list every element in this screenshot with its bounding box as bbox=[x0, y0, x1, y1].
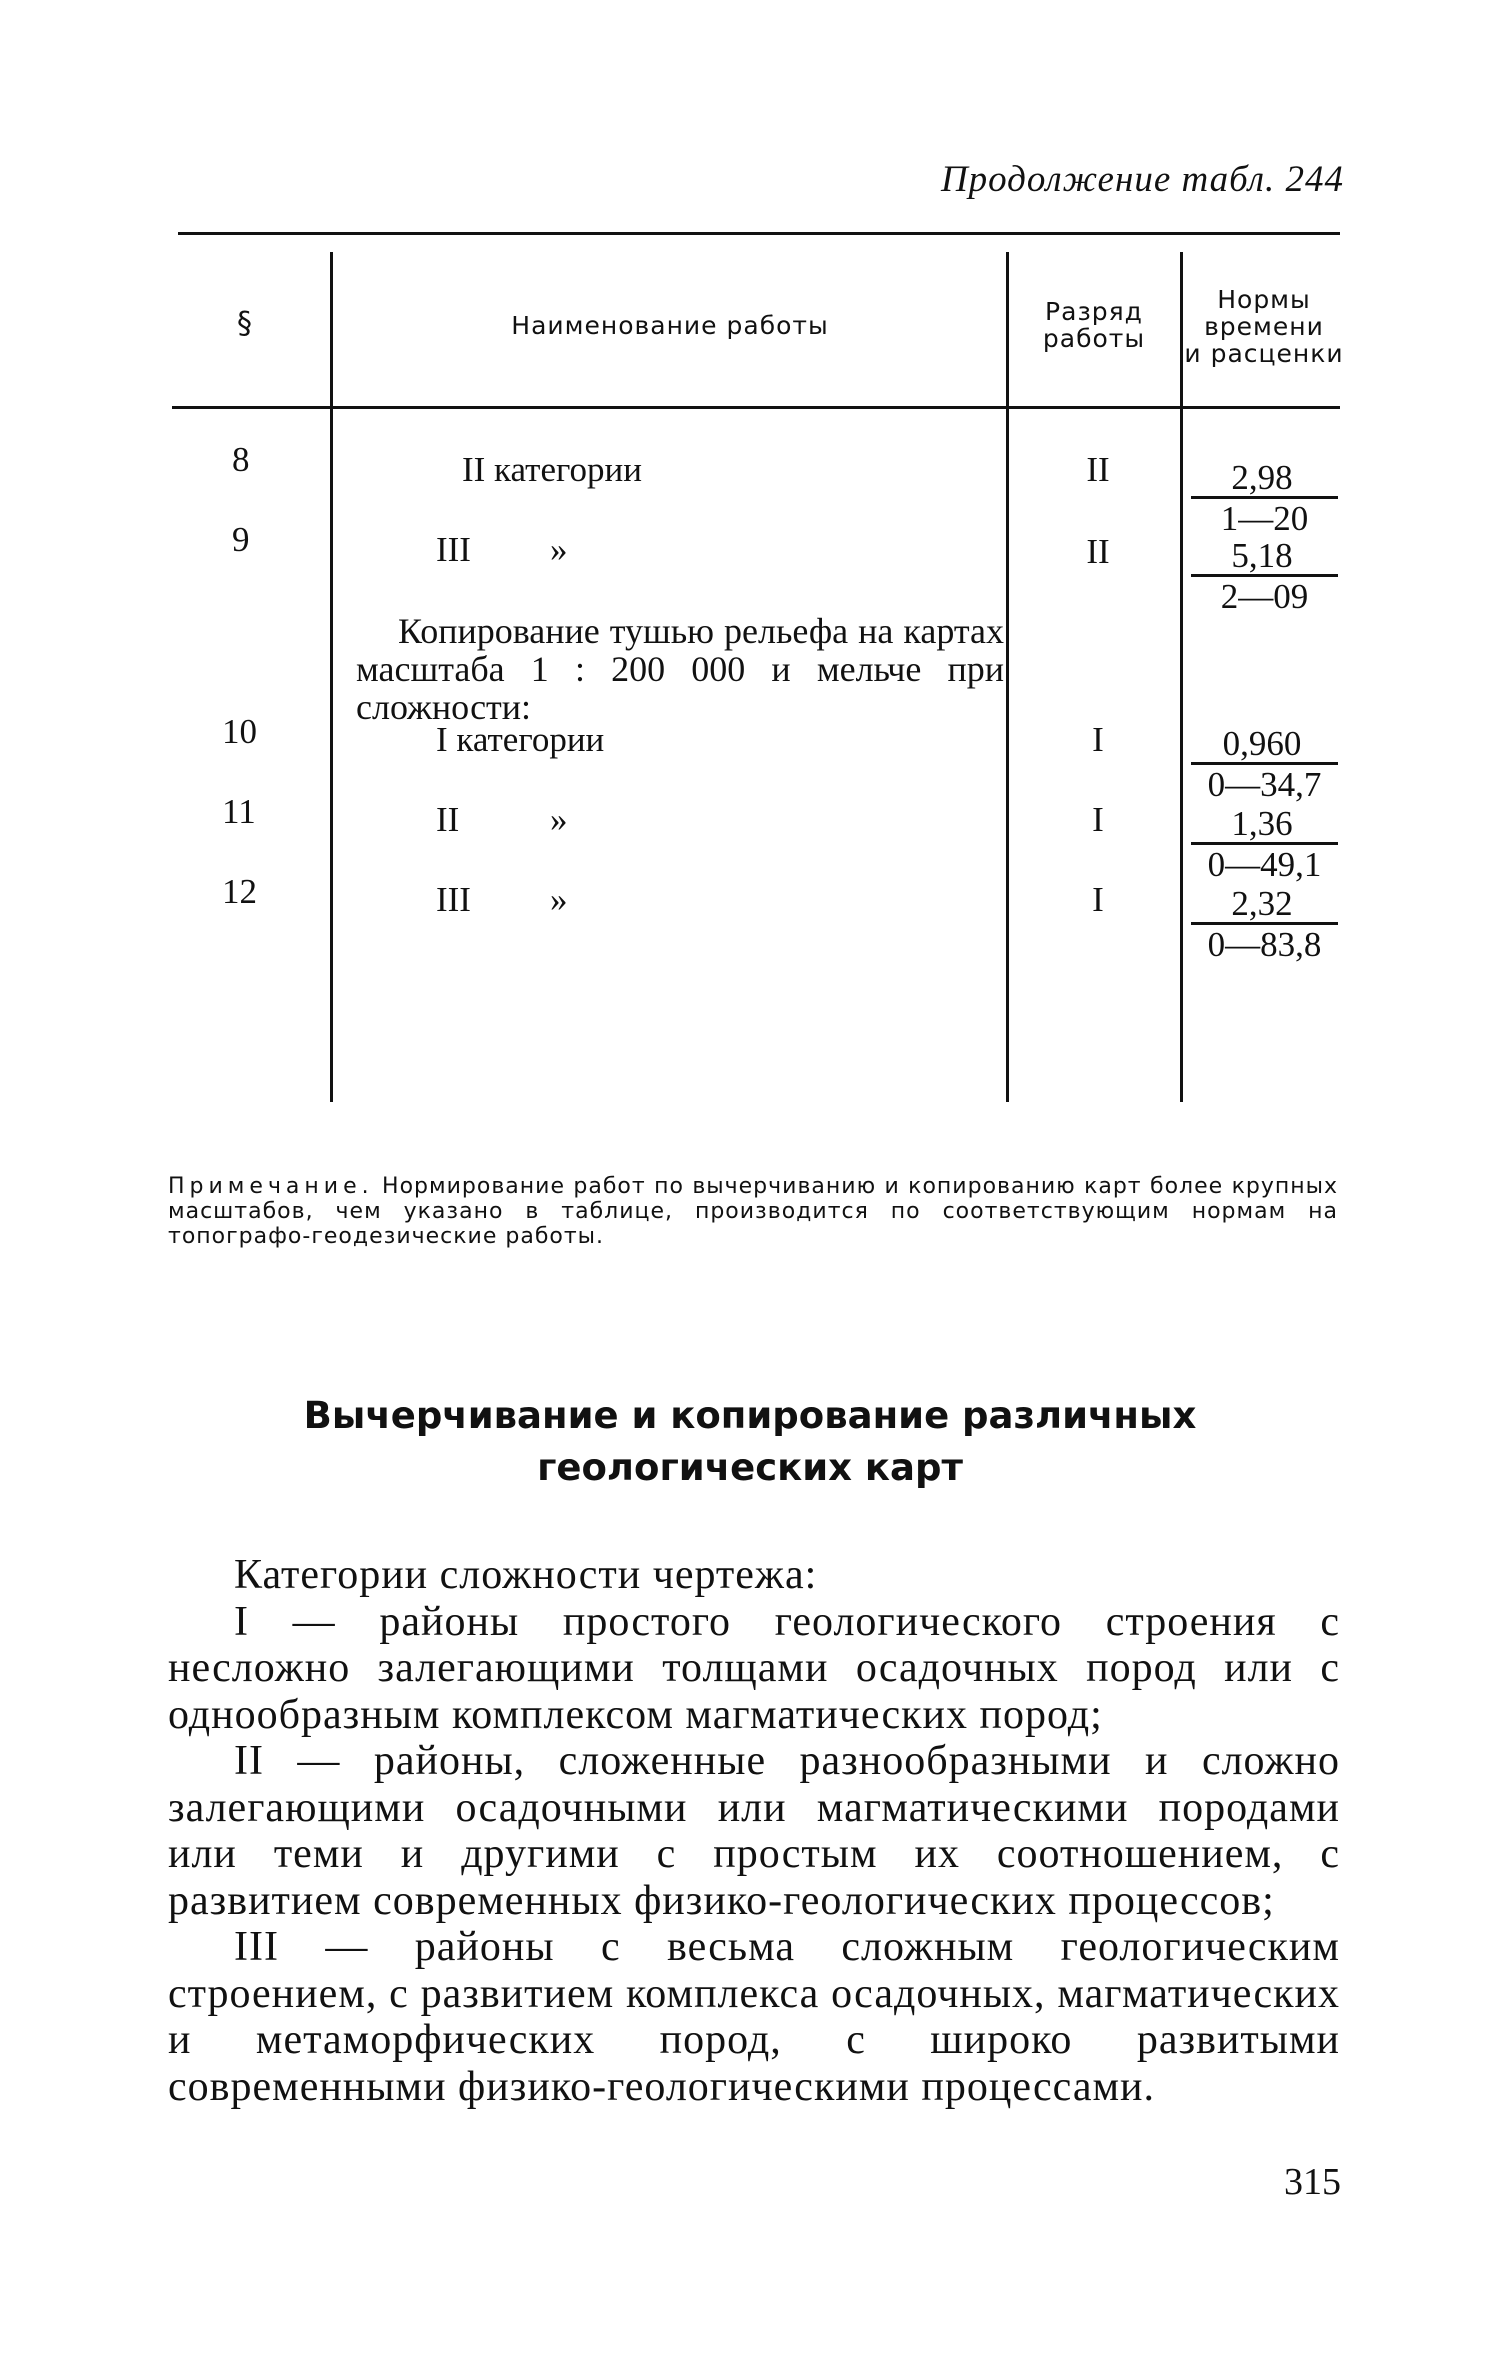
row-9-rate: 2—09 bbox=[1191, 574, 1338, 615]
row-10-rate: 0—34,7 bbox=[1191, 762, 1338, 803]
row-9-norm bbox=[1186, 536, 1338, 615]
row-11-rate: 0—49,1 bbox=[1191, 842, 1338, 883]
note-text: Нормирование работ по вычерчиванию и копированию карт более крупных масштабов, чем указано в таблице, производится по соответствующим нормам на топографо-геодезические работы. bbox=[168, 1174, 1339, 1249]
header-norms-line2: времени bbox=[1204, 312, 1324, 341]
row-11-ditto-mark: » bbox=[550, 800, 568, 839]
row-11-grade: I bbox=[1092, 800, 1104, 839]
row-8-rate: 1—20 bbox=[1191, 496, 1338, 537]
header-work-name: Наименование работы bbox=[511, 311, 829, 340]
header-norms bbox=[1184, 286, 1344, 367]
row-12-norm bbox=[1186, 884, 1338, 963]
row-12-ditto-mark: » bbox=[550, 880, 568, 919]
table-header-rule bbox=[172, 406, 1340, 409]
row-10-work-name: I категории bbox=[436, 720, 605, 759]
row-11-norm bbox=[1186, 804, 1338, 883]
column-divider-1 bbox=[330, 252, 333, 1102]
body-category-3: III — районы с весьма сложным геологическим строением, с развитием комплекса осадочных, магматических и метаморфических пород, с широко развитыми современными физико-геологическими процессами. bbox=[168, 1924, 1340, 2110]
row-10-norm-value: 0,960 bbox=[1222, 724, 1302, 763]
note-label: Примечание. bbox=[168, 1174, 374, 1199]
body-category-2: II — районы, сложенные разнообразными и сложно залегающими осадочными или магматическими породами или теми и другими с простым их соотношением, с развитием современных физико-геологических процессов; bbox=[168, 1738, 1340, 1924]
table-caption: Продолжение табл. 244 bbox=[940, 159, 1344, 200]
row-10-section: 10 bbox=[222, 712, 257, 751]
table-note bbox=[168, 1174, 1338, 1249]
body-text bbox=[168, 1552, 1340, 2110]
row-12-section: 12 bbox=[222, 872, 257, 911]
row-8-section: 8 bbox=[232, 440, 250, 479]
body-intro: Категории сложности чертежа: bbox=[234, 1552, 818, 1598]
row-9-norm-value: 5,18 bbox=[1231, 536, 1293, 575]
body-category-1: I — районы простого геологического строения с несложно залегающими толщами осадочных пород или с однообразным комплексом магматических пород; bbox=[168, 1598, 1340, 1738]
table-top-rule bbox=[178, 232, 1340, 235]
header-section: § bbox=[237, 306, 253, 341]
row-9-grade: II bbox=[1086, 532, 1110, 571]
row-8-norm-value: 2,98 bbox=[1231, 458, 1293, 497]
row-11-norm-value: 1,36 bbox=[1231, 804, 1293, 843]
row-9-work-name: III bbox=[436, 530, 471, 569]
section-heading bbox=[200, 1390, 1300, 1494]
header-grade-line1: Разряд bbox=[1045, 297, 1143, 326]
column-divider-2 bbox=[1006, 252, 1009, 1102]
row-12-work-name: III bbox=[436, 880, 471, 919]
row-11-section: 11 bbox=[222, 792, 256, 831]
row-11-work-name: II bbox=[436, 800, 460, 839]
row-8-norm bbox=[1186, 458, 1338, 537]
row-8-grade: II bbox=[1086, 450, 1110, 489]
table-subheading: Копирование тушью рельефа на картах масштаба 1 : 200 000 и мельче при сложности: bbox=[356, 611, 1004, 727]
section-heading-line1: Вычерчивание и копирование различных bbox=[303, 1394, 1197, 1437]
row-12-rate: 0—83,8 bbox=[1191, 922, 1338, 963]
header-grade bbox=[1014, 298, 1174, 352]
row-9-section: 9 bbox=[232, 520, 250, 559]
header-norms-line1: Нормы bbox=[1217, 285, 1311, 314]
row-10-norm bbox=[1186, 724, 1338, 803]
row-12-norm-value: 2,32 bbox=[1231, 884, 1293, 923]
section-heading-line2: геологических карт bbox=[537, 1446, 963, 1489]
row-9-ditto-mark: » bbox=[550, 530, 568, 569]
row-8-work-name: II категории bbox=[462, 450, 642, 489]
column-divider-3 bbox=[1180, 252, 1183, 1102]
header-norms-line3: и расценки bbox=[1184, 339, 1344, 368]
row-10-grade: I bbox=[1092, 720, 1104, 759]
page-number: 315 bbox=[1284, 2161, 1341, 2203]
header-grade-line2: работы bbox=[1042, 324, 1146, 353]
row-12-grade: I bbox=[1092, 880, 1104, 919]
